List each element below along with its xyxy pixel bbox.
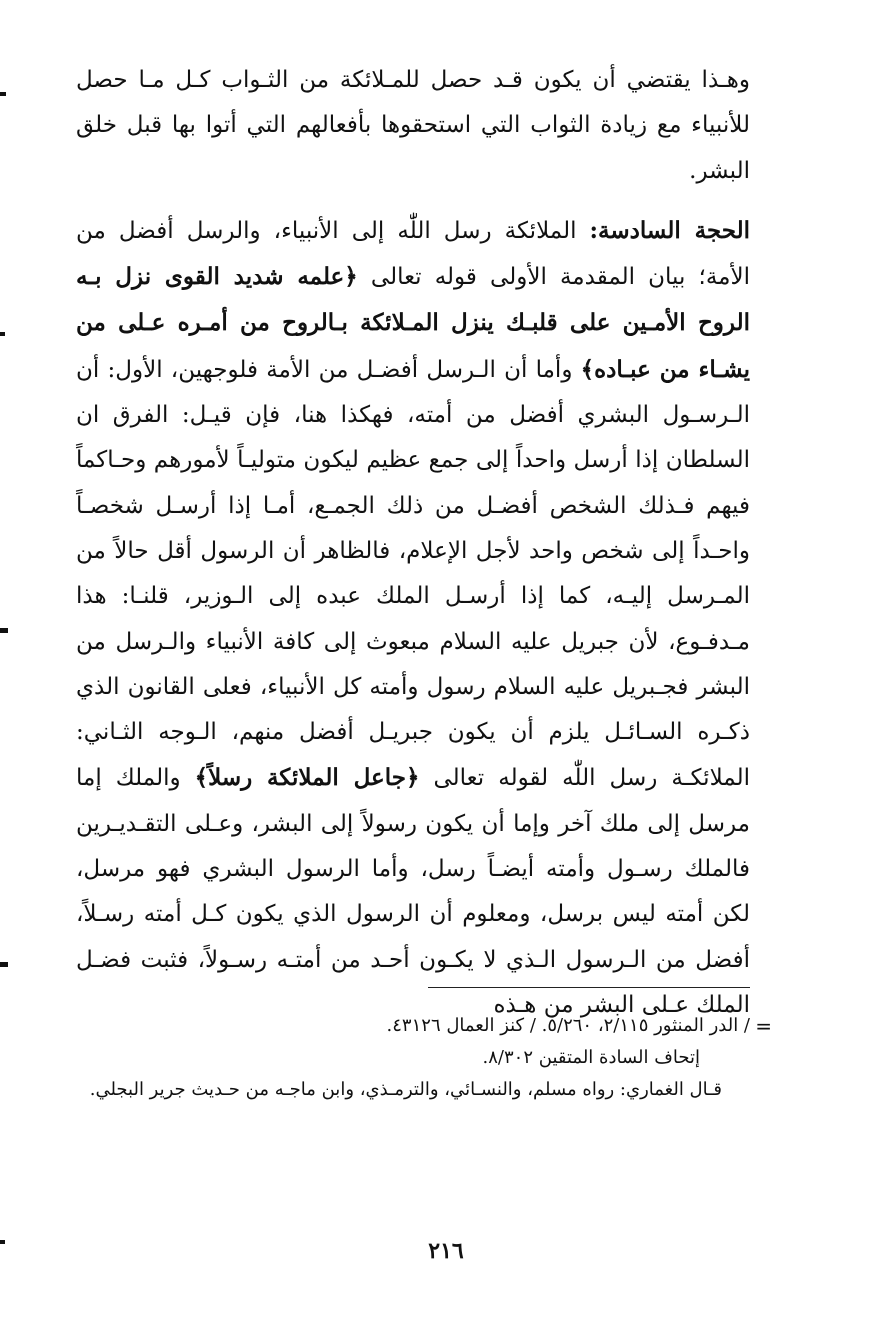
paragraph-gap xyxy=(76,194,750,208)
footnote-line-2: إتحاف السادة المتقين ٨/٣٠٢. xyxy=(482,1047,700,1068)
scan-mark xyxy=(0,92,6,96)
quran-verse-2: ﴿جاعل الملائكة رسلاً﴾ xyxy=(194,764,420,792)
argument-heading: الحجة السادسة: xyxy=(589,216,750,244)
footnote-line-1 xyxy=(76,1010,772,1042)
paragraph-2-text-c: والملك إما مرسل إلى ملك آخر وإما أن يكون رسولاً إلى البشر، وعـلى التقـديـرين فالملك رسـول وأمته أيضـاً رسل، وأما الرسول البشري فهو مرسل، لكن أمته ليس برسل، ومعلوم أن الرسول الذي يكون كـل أمته رسـلاً، أفضل من الـرسول الـذي لا يكـون أحـد من أمتـه رسـولاً، فثبت فضـل الملك عـلى البشر من هـذه xyxy=(76,765,750,1018)
scan-mark xyxy=(0,332,5,336)
footnote-line-3: قـال الغماري: رواه مسلم، والنسـائي، والترمـذي، وابن ماجـه من حـديث جرير البجلي. xyxy=(89,1079,722,1100)
quran-verse-1: ﴿علمه شديد القوى نزل بـه الروح الأمـين على قلبـك ينزل المـلائكة بـالروح من أمـره عـلى من يشـاء من عبـاده﴾ xyxy=(76,263,750,383)
paragraph-2 xyxy=(76,208,750,1028)
scan-mark xyxy=(0,628,8,633)
scan-mark xyxy=(0,1240,5,1244)
scan-mark xyxy=(0,962,8,967)
page-number: ٢١٦ xyxy=(428,1238,464,1264)
footnote-line-1-text: / الدر المنثور ٢/١١٥، ٥/٢٦٠. / كنز العمال ٤٣١٢٦. xyxy=(386,1015,750,1036)
footnotes xyxy=(76,1010,772,1106)
main-text xyxy=(76,58,750,1028)
paragraph-2-text-b: وأما أن الـرسل أفضـل من الأمة فلوجهين، الأول: أن الـرسـول البشري أفضل من أمته، فهكذا هنا، فإن قيـل: الفرق ان السلطان إذا أرسل واحداً إلى جمع عظيم ليكون متوليـاً لأمورهم وحـاكماً فيهم فـذلك الشخص أفضـل من ذلك الجمـع، أمـا إذا أرسـل شخصـاً واحـداً إلى شخص واحد لأجل الإعلام، فالظاهر أن الرسول أقل حالاً من المـرسل إليـه، كما إذا أرسـل الملك عبده إلى الـوزير، قلنـا: هذا مـدفـوع، لأن جبريل عليه السلام مبعوث إلى كافة الأنبياء والـرسل من البشر فجـبريل عليه السلام رسول وأمته كل الأنبياء، فعلى القانون الذي ذكـره السـائـل يلزم أن يكون جبريـل أفضل منهم، الـوجه الثـاني: الملائكـة رسل اللّٰه لقوله تعالى xyxy=(76,356,751,792)
paragraph-2-text-a: الملائكة رسل اللّٰه إلى الأنبياء، والرسل أفضل من الأمة؛ بيان المقدمة الأولى قوله تعالى xyxy=(76,217,750,291)
footnote-separator xyxy=(428,987,750,988)
paragraph-1: وهـذا يقتضي أن يكون قـد حصل للمـلائكة من الثـواب كـل مـا حصل للأنبياء مع زيادة الثواب التي استحقوها بأفعالهم التي أتوا بها قبل خلق البشر. xyxy=(76,67,750,184)
continuation-mark: = xyxy=(755,1014,772,1038)
